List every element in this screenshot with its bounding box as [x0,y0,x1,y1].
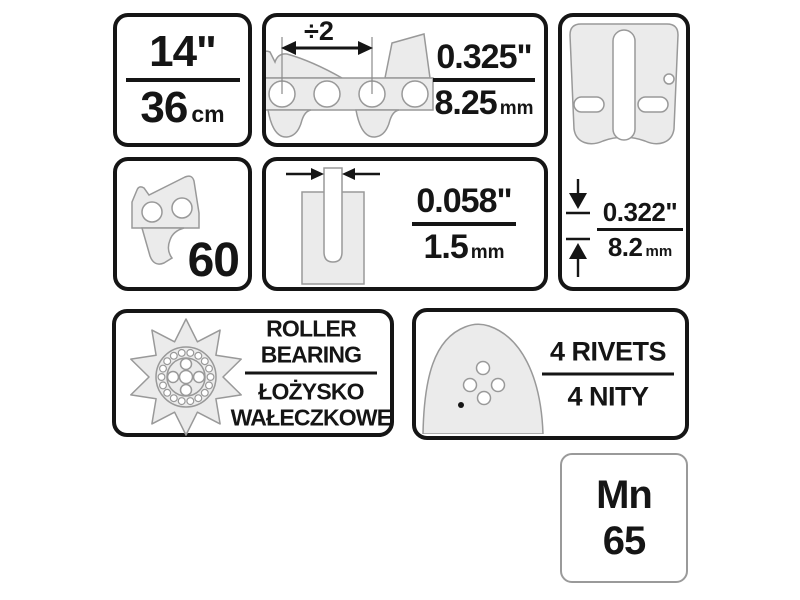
oil-slot-right [638,97,668,112]
fraction-divider [412,222,516,226]
fraction-divider [433,78,535,82]
rivet-hole [478,392,491,405]
panel-gauge [262,157,548,291]
arrow-head-left-icon [281,41,296,55]
arrow-down-icon [569,193,587,209]
roller [170,352,177,359]
roller [201,389,208,396]
fraction-divider [597,228,683,231]
rivets-polish: 4 NITY [567,381,649,412]
oil-dot [458,402,464,408]
lightening-hole [194,372,205,383]
roller [201,358,208,365]
guide-bar-mount-icon [562,21,686,169]
roller [207,374,214,381]
roller [160,365,167,372]
nose-body [423,324,543,434]
length-inches: 14" [149,27,216,76]
bar-center-slot [613,30,635,140]
lightening-hole [181,385,192,396]
drive-tang-left [268,110,311,137]
panel-rivets [412,308,689,440]
groove-slot [324,168,342,262]
arrow-left-icon [342,168,355,180]
center-hole [180,371,193,384]
arrow-up-icon [569,243,587,259]
chain-pitch-icon [266,21,436,139]
bearing-pl-line1: ŁOŻYSKO [258,378,364,405]
lightening-hole [181,359,192,370]
rivet-hole [142,202,162,222]
bearing-text [230,315,392,431]
gauge-fraction [412,183,516,265]
roller [187,350,194,357]
roller [164,358,171,365]
panel-bar-tail [558,13,690,291]
length-value: 36 [140,83,188,132]
oil-slot-left [574,97,604,112]
lightening-hole [168,372,179,383]
roller [187,398,194,405]
material-number: 65 [602,519,646,563]
arrow-head-right-icon [358,41,373,55]
roller [164,389,171,396]
bar-thickness-fraction [597,198,683,261]
roller [195,395,202,402]
thickness-value: 8.2 [607,231,643,262]
rivets-english: 4 RIVETS [549,336,667,367]
drive-links-count: 60 [187,234,239,287]
pitch-fraction [433,39,535,121]
groove-gauge-icon [282,165,394,287]
arrow-right-icon [311,168,324,180]
panel-bearing [112,309,394,437]
roller [160,382,167,389]
gauge-inches: 0.058" [416,182,512,220]
bearing-pl-line2: WAŁECZKOWE [230,404,392,431]
roller [206,365,213,372]
pitch-metric [435,85,534,121]
language-divider [542,373,674,376]
bar-nose-icon [420,318,546,434]
roller [178,350,185,357]
thickness-inches: 0.322" [602,196,678,227]
bearing-en-line1: ROLLER [266,315,356,342]
thickness-metric [608,233,672,261]
pitch-value: 8.25 [434,84,497,122]
language-divider [245,372,377,375]
link-tang [142,228,184,264]
thickness-unit: mm [645,242,673,260]
bar-small-hole [664,74,674,84]
drive-tang-right [356,110,399,137]
bar-thickness-row [565,179,683,279]
pitch-annotation: ÷2 [304,16,334,46]
bearing-en-line2: BEARING [260,341,362,368]
pitch-inches: 0.325" [436,38,532,76]
roller [170,395,177,402]
roller [206,382,213,389]
length-unit: cm [191,101,225,127]
thickness-arrows-icon [565,179,591,279]
gauge-unit: mm [470,242,505,263]
rivet-hole [464,379,477,392]
roller [158,374,165,381]
roller [178,398,185,405]
cutter-tooth-left [266,51,342,78]
rivet-hole [172,198,192,218]
rivets-text [533,337,683,412]
rivet-hole [492,379,505,392]
panel-length [113,13,252,147]
roller [195,352,202,359]
pitch-unit: mm [499,98,534,119]
panel-material [560,453,688,583]
rivet-hole [477,362,490,375]
cutter-tooth-right [385,34,430,78]
gauge-metric [423,229,504,265]
length-metric [140,85,224,131]
material-grade: Mn [596,473,652,517]
fraction-divider [126,78,240,82]
gauge-value: 1.5 [423,228,468,266]
rivet [314,81,340,107]
panel-pitch [262,13,548,147]
rivet [402,81,428,107]
panel-drive-links [113,157,252,291]
